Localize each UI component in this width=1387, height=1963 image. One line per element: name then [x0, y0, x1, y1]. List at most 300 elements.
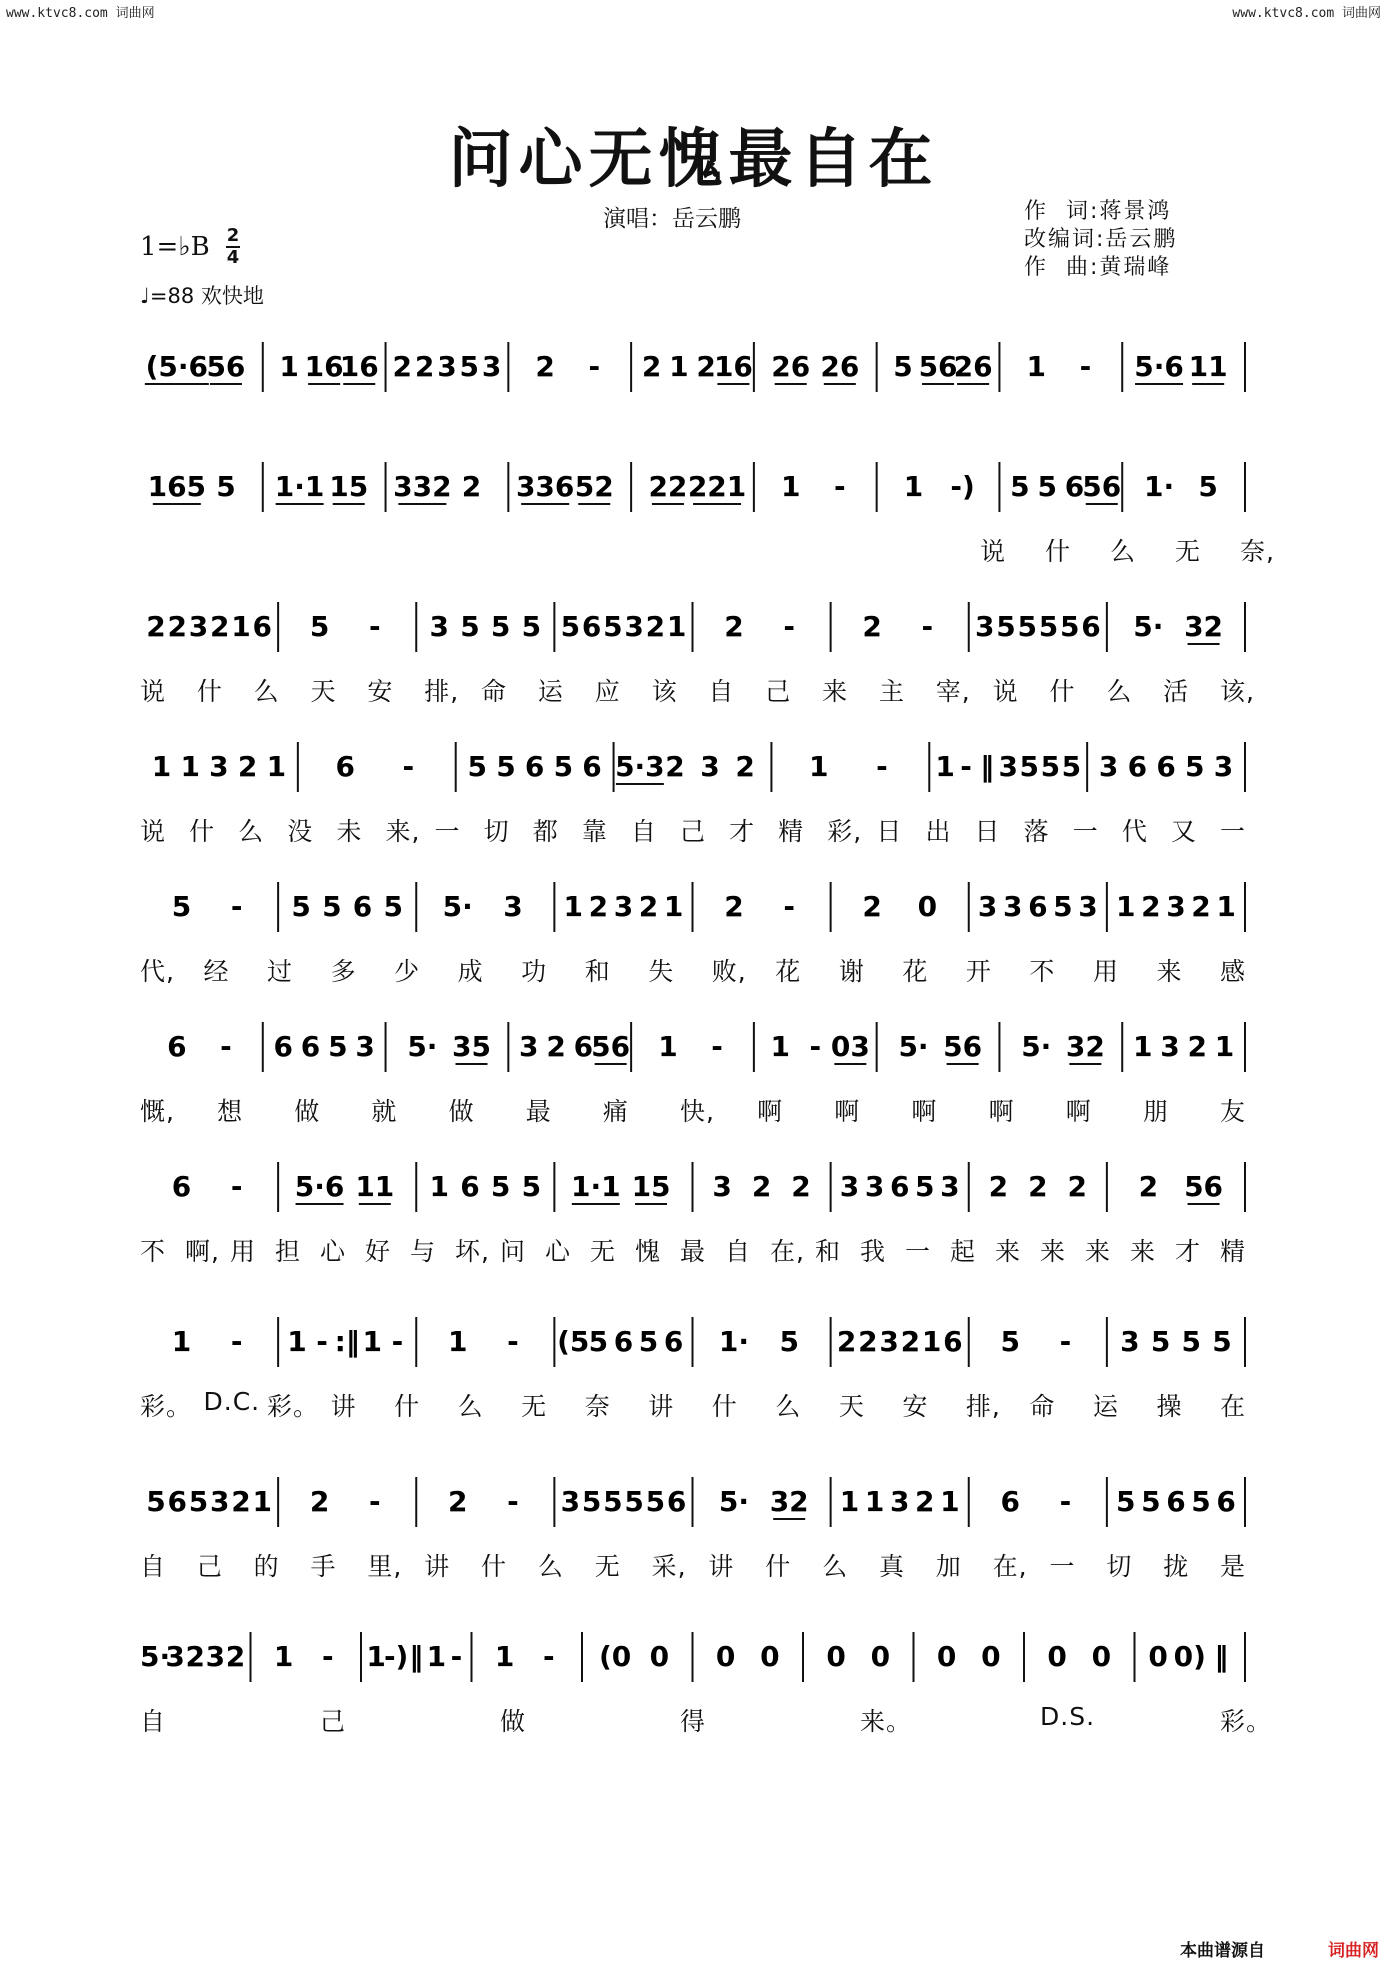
notation-svg	[140, 600, 1245, 660]
note-group: 5	[1059, 610, 1080, 643]
note-group: 5	[1019, 750, 1040, 783]
score-line	[0, 340, 1387, 460]
note-group: 3	[889, 1485, 910, 1518]
lyric-syllable: 做	[500, 1707, 527, 1736]
credits-block	[1024, 198, 1177, 282]
lyric-syllable: 又	[1170, 817, 1197, 846]
note-group: -	[230, 890, 243, 923]
note-group: 2	[461, 470, 482, 503]
note-group: 3	[1213, 750, 1234, 783]
lyric-syllable: 该,	[1220, 677, 1255, 706]
lyric-syllable: 一	[905, 1237, 932, 1266]
note-group: 35	[452, 1030, 491, 1063]
note-group: -	[783, 890, 795, 923]
lyric-syllable: 最	[680, 1237, 707, 1266]
note-group: 2	[588, 890, 609, 923]
note-group: 2	[231, 1485, 251, 1518]
lyric-syllable: 愧	[635, 1237, 662, 1266]
note-group: 5·6	[294, 1170, 345, 1203]
note-group: 5	[496, 750, 516, 783]
note-group: 6	[167, 1030, 187, 1063]
song-title: 问心无愧最自在	[448, 122, 939, 197]
note-group: 5	[1040, 750, 1061, 783]
lyric-syllable: 无	[590, 1237, 617, 1266]
note-group: 5·	[140, 1640, 171, 1673]
note-group: (0	[599, 1640, 632, 1673]
lyric-syllable: 做	[294, 1097, 321, 1126]
lyric-syllable: 无	[521, 1392, 548, 1421]
lyric-syllable: 命	[481, 677, 508, 706]
watermark-left: www.ktvc8.com 词曲网	[6, 6, 155, 21]
lyric-syllable: 什	[765, 1552, 792, 1581]
note-group: -	[543, 1640, 555, 1673]
note-group: 6	[943, 1325, 963, 1358]
note-group: 1·	[1143, 470, 1175, 503]
note-group: (5	[557, 1325, 590, 1358]
lyric-syllable: 采,	[651, 1552, 687, 1581]
lyric-syllable: 经	[203, 957, 230, 986]
lyric-syllable: 来。	[860, 1707, 913, 1736]
note-group: -	[369, 1485, 381, 1518]
note-group: 3	[503, 890, 523, 923]
note-group: 3	[481, 350, 502, 383]
note-group: 0	[917, 890, 938, 923]
lyric-syllable: 宰,	[935, 677, 971, 706]
note-group: -	[588, 350, 601, 383]
lyric-syllable: D.C.	[203, 1387, 261, 1416]
note-group: 2	[414, 350, 435, 383]
note-group: 0	[936, 1640, 957, 1673]
lyric-syllable: 天	[838, 1392, 865, 1421]
lyric-syllable: 彩。	[267, 1392, 320, 1421]
note-group: 6	[1127, 750, 1148, 783]
note-group: 2	[1187, 1030, 1207, 1063]
note-group: 5	[779, 1325, 799, 1358]
score-line	[0, 1315, 1387, 1435]
lyric-syllable: 慨,	[140, 1097, 175, 1126]
note-group: 16	[713, 350, 753, 383]
note-group: 2	[1067, 1170, 1088, 1203]
note-group: 5	[216, 470, 236, 503]
lyric-syllable: 奈	[584, 1392, 611, 1421]
note-group: 5·6	[1134, 350, 1184, 383]
lyric-syllable: 什	[189, 817, 216, 846]
lyric-syllable: 么	[537, 1552, 564, 1581]
lyric-syllable: 未	[336, 817, 363, 846]
note-group: 6	[663, 1325, 684, 1358]
note-group: 1	[770, 1030, 790, 1063]
note-group: -	[230, 1325, 243, 1358]
note-group: 5	[603, 610, 623, 643]
note-group: 2	[915, 1485, 935, 1518]
lyric-syllable: 败,	[711, 957, 747, 986]
lyric-syllable: 彩。	[1220, 1707, 1273, 1736]
score-line	[0, 1475, 1387, 1595]
note-group: 2	[1138, 1170, 1159, 1203]
note-group: 1	[447, 1325, 468, 1358]
note-group: 56	[1184, 1170, 1224, 1203]
notation-row	[140, 880, 1245, 940]
note-group: -	[507, 1325, 519, 1358]
lyric-syllable: 花	[902, 957, 929, 986]
notation-row	[140, 1315, 1245, 1375]
note-group: -	[322, 1640, 334, 1673]
lyric-syllable: 啊,	[185, 1237, 220, 1266]
note-group: 2	[535, 350, 555, 383]
note-group: 1	[366, 1640, 386, 1673]
note-group: 1	[287, 1325, 307, 1358]
note-group: 6	[352, 890, 373, 923]
lyric-syllable: 安	[902, 1392, 929, 1421]
note-group: ‖	[980, 750, 995, 783]
note-group: -	[507, 1485, 519, 1518]
note-group: 1	[494, 1640, 515, 1673]
note-group: 5	[1212, 1325, 1232, 1358]
lyric-syllable: 在,	[770, 1237, 805, 1266]
note-group: 5	[1115, 1485, 1136, 1518]
lyric-syllable: 问	[500, 1237, 527, 1266]
lyric-syllable: 功	[521, 957, 548, 986]
note-group: 3	[1166, 890, 1186, 923]
lyric-syllable: 日	[974, 817, 1001, 846]
note-group: 3	[624, 610, 644, 643]
note-group: 5	[1198, 470, 1218, 503]
lyric-syllable: 用	[230, 1237, 257, 1266]
note-group: -	[809, 1030, 822, 1063]
note-group: 5	[467, 750, 487, 783]
lyric-syllable: 拢	[1163, 1552, 1190, 1581]
note-group: 5	[1181, 1325, 1202, 1358]
note-group: 1	[266, 750, 287, 783]
note-group: 2	[645, 610, 666, 643]
note-group: 6	[1081, 610, 1101, 643]
lyric-syllable: 都	[532, 817, 559, 846]
lyric-syllable: 活	[1163, 677, 1190, 706]
note-group: 2	[392, 350, 413, 383]
note-group: 6	[1028, 890, 1048, 923]
lyric-syllable: 什	[196, 677, 223, 706]
note-group: 6	[1064, 470, 1085, 503]
lyric-syllable: 无	[1175, 537, 1202, 566]
note-group: 5	[1037, 470, 1057, 503]
note-group: 03	[830, 1030, 870, 1063]
note-group: 3	[165, 1640, 185, 1673]
note-group: 5	[328, 1030, 348, 1063]
notation-row	[140, 600, 1245, 660]
note-group: 2	[1028, 1170, 1048, 1203]
note-group: 2	[167, 610, 187, 643]
note-group: 5·	[898, 1030, 929, 1063]
note-group: 1	[1216, 890, 1236, 923]
lyric-syllable: 运	[1092, 1392, 1119, 1421]
note-group: 1	[273, 1640, 294, 1673]
lyric-syllable: 讲	[424, 1552, 451, 1581]
score-line	[0, 1160, 1387, 1280]
key-signature: 1=♭B	[140, 232, 210, 262]
note-group: 3	[700, 750, 720, 783]
note-group: 0	[715, 1640, 736, 1673]
note-group: -	[783, 610, 795, 643]
lyric-syllable: 没	[287, 817, 314, 846]
notation-svg	[140, 1475, 1245, 1535]
note-group: 32	[769, 1485, 809, 1518]
note-group: :‖	[334, 1325, 360, 1358]
notation-row	[140, 1020, 1245, 1080]
note-group: 6	[573, 1030, 594, 1063]
lyric-syllable: 失	[648, 957, 675, 986]
lyric-syllable: 心	[545, 1237, 572, 1266]
note-group: 3	[209, 1485, 230, 1518]
note-group: 3	[437, 350, 457, 383]
lyric-syllable: 该	[651, 677, 678, 706]
note-group: 3	[879, 1325, 899, 1358]
note-group: 3	[940, 1170, 960, 1203]
lyric-syllable: 代	[1121, 817, 1148, 846]
note-group: 56	[918, 350, 958, 383]
note-group: 1	[1115, 890, 1136, 923]
note-group: 0	[981, 1640, 1001, 1673]
note-group: 1	[171, 1325, 192, 1358]
note-group: 6	[167, 1485, 187, 1518]
note-group: 5·	[407, 1030, 438, 1063]
note-group: -	[402, 750, 415, 783]
note-group: 2	[665, 750, 685, 783]
lyric-syllable: 己	[196, 1552, 223, 1581]
note-group: 5	[1150, 1325, 1171, 1358]
note-group: 1	[809, 750, 829, 783]
note-group: -	[230, 1170, 243, 1203]
note-group: 5	[490, 1170, 511, 1203]
lyric-syllable: 己	[765, 677, 792, 706]
note-group: 5	[588, 1325, 609, 1358]
note-group: 5	[603, 1485, 623, 1518]
score-line	[0, 740, 1387, 860]
note-group: 5	[146, 1485, 166, 1518]
note-group: 6	[613, 1325, 634, 1358]
note-group: 1	[780, 470, 801, 503]
lyric-syllable: 日	[876, 817, 903, 846]
lyric-syllable: 在	[1220, 1392, 1247, 1421]
note-group: 5	[1061, 750, 1082, 783]
note-group: 3	[209, 750, 229, 783]
note-group: 2	[146, 610, 166, 643]
note-group: 5	[521, 610, 542, 643]
lyric-syllable: 做	[448, 1097, 475, 1126]
notation-row	[140, 340, 1245, 400]
lyric-syllable: 起	[950, 1237, 977, 1266]
note-group: 2	[447, 1485, 468, 1518]
note-group: 6	[335, 750, 355, 783]
lyricist-credit: 作 词:蒋景鸿	[1024, 199, 1172, 224]
lyric-syllable: 么	[238, 817, 265, 846]
lyric-syllable: 啊	[834, 1097, 861, 1126]
note-group: -	[316, 1325, 328, 1358]
note-group: 3	[355, 1030, 375, 1063]
note-group: 1	[362, 1325, 383, 1358]
score-line	[0, 1630, 1387, 1750]
lyric-syllable: 什	[711, 1392, 738, 1421]
notation-svg	[140, 1315, 1245, 1375]
note-group: -	[834, 470, 846, 503]
notation-svg	[140, 880, 1245, 940]
note-group: 3	[864, 1170, 885, 1203]
lyric-syllable: 与	[410, 1237, 437, 1266]
note-group: 5	[309, 610, 330, 643]
source-brand: 词曲网	[1328, 1941, 1379, 1961]
note-group: 5·	[718, 1485, 749, 1518]
composer-credit: 作 曲:黄瑞峰	[1024, 255, 1172, 280]
note-group: 5	[1191, 1485, 1211, 1518]
note-group: -	[1059, 1325, 1072, 1358]
lyric-syllable: 么	[457, 1392, 484, 1421]
lyric-syllable: 一	[1049, 1552, 1076, 1581]
note-group: 5	[291, 890, 311, 923]
note-group: 2	[225, 1640, 246, 1673]
note-group: 3	[429, 610, 450, 643]
note-group: 6	[252, 610, 272, 643]
lyric-syllable: 落	[1023, 817, 1050, 846]
score-line	[0, 600, 1387, 720]
watermark-right: www.ktvc8.com 词曲网	[1232, 6, 1381, 21]
note-group: 15	[631, 1170, 671, 1203]
notation-row	[140, 740, 1245, 800]
lyric-syllable: 感	[1220, 957, 1247, 986]
note-group: 0	[649, 1640, 670, 1673]
note-group: 1	[921, 1325, 942, 1358]
note-group: 3	[519, 1030, 539, 1063]
lyric-syllable: 谢	[838, 957, 865, 986]
lyric-syllable: 什	[394, 1392, 421, 1421]
lyric-syllable: 用	[1092, 957, 1119, 986]
note-group: 2	[546, 1030, 566, 1063]
lyric-syllable: 友	[1220, 1097, 1247, 1126]
lyric-syllable: 痛	[602, 1097, 629, 1126]
lyric-syllable: 靠	[581, 817, 608, 846]
notation-svg	[140, 1020, 1245, 1080]
note-group: 1	[180, 750, 200, 783]
source-label: 本曲谱源自	[1180, 1941, 1265, 1961]
score-line	[0, 460, 1387, 580]
lyric-syllable: 无	[594, 1552, 621, 1581]
lyric-syllable: 么	[822, 1552, 849, 1581]
note-group: 5	[645, 1485, 666, 1518]
note-group: -	[450, 1640, 463, 1673]
note-group: 5	[915, 1170, 935, 1203]
lyric-syllable: 己	[320, 1707, 347, 1736]
note-group: 3	[560, 1485, 581, 1518]
note-group: 1	[935, 750, 955, 783]
score-line	[0, 1020, 1387, 1140]
note-group: 2	[641, 350, 662, 383]
lyric-syllable: 奈,	[1240, 537, 1275, 566]
note-group: 0	[1047, 1640, 1067, 1673]
lyric-syllable: 说	[992, 677, 1019, 706]
note-group: 1	[279, 350, 299, 383]
lyric-syllable: 啊	[911, 1097, 938, 1126]
note-group: 1	[429, 1170, 450, 1203]
note-group: 3	[839, 1170, 860, 1203]
lyric-syllable: 里,	[367, 1552, 403, 1581]
note-group: 5·	[1133, 610, 1164, 643]
note-group: 1	[669, 350, 689, 383]
note-group: -	[391, 1325, 404, 1358]
note-group: ‖	[1214, 1640, 1229, 1673]
note-group: 2	[988, 1170, 1009, 1203]
note-group: 3	[1002, 890, 1023, 923]
lyric-syllable: 花	[775, 957, 802, 986]
note-group: 56	[591, 1030, 631, 1063]
note-group: -	[876, 750, 888, 783]
note-group: -	[711, 1030, 723, 1063]
note-group: 1	[1026, 350, 1047, 383]
note-group: 16	[304, 350, 344, 383]
lyric-syllable: 啊	[757, 1097, 784, 1126]
note-group: 5	[490, 610, 511, 643]
note-group: 0	[1091, 1640, 1112, 1673]
note-group: 5	[1017, 610, 1037, 643]
note-group: -	[1079, 350, 1092, 383]
lyric-syllable: 担	[275, 1237, 302, 1266]
note-group: 336	[515, 470, 575, 503]
note-group: 1	[940, 1485, 960, 1518]
note-group: 5	[1000, 1325, 1020, 1358]
note-group: 2	[309, 1485, 330, 1518]
note-group: 5	[1185, 750, 1205, 783]
lyric-syllable: 讲	[330, 1392, 357, 1421]
note-group: 2	[724, 890, 744, 923]
note-group: 26	[820, 350, 860, 383]
lyric-syllable: 心	[320, 1237, 347, 1266]
note-group: 32	[1184, 610, 1224, 643]
lyric-syllable: 彩。	[140, 1392, 193, 1421]
lyric-syllable: 就	[371, 1097, 398, 1126]
tempo-marking: ♩=88 欢快地	[140, 284, 264, 308]
lyric-syllable: 来	[1130, 1237, 1157, 1266]
note-group: 1	[658, 1030, 678, 1063]
lyric-syllable: 自	[708, 677, 735, 706]
lyric-syllable: 才	[729, 817, 756, 846]
note-group: 1·1	[571, 1170, 621, 1203]
lyric-syllable: 不	[1029, 957, 1056, 986]
notation-svg	[140, 1160, 1245, 1220]
singer-credit: 演唱：岳云鹏	[603, 206, 741, 232]
note-group: 2	[791, 1170, 811, 1203]
note-group: 56	[1082, 470, 1122, 503]
note-group: 5	[893, 350, 913, 383]
note-group: 1	[151, 750, 172, 783]
note-group: 3	[977, 890, 998, 923]
lyric-syllable: 来,	[385, 817, 421, 846]
note-group: 5	[1010, 470, 1030, 503]
note-group: 52	[574, 470, 614, 503]
lyric-syllable: 最	[525, 1097, 552, 1126]
note-group: 1	[1214, 1030, 1235, 1063]
notation-svg	[140, 460, 1245, 520]
lyric-syllable: 出	[925, 817, 952, 846]
lyric-syllable: 代,	[140, 957, 175, 986]
note-group: 1	[231, 610, 251, 643]
note-group: 32	[1065, 1030, 1105, 1063]
note-group: -	[369, 610, 381, 643]
notation-svg	[140, 340, 1245, 400]
lyric-syllable: 什	[1049, 677, 1076, 706]
note-group: 5	[581, 1485, 602, 1518]
notation-row	[140, 1630, 1245, 1690]
lyric-syllable: 啊	[1065, 1097, 1092, 1126]
lyric-syllable: 才	[1175, 1237, 1202, 1266]
notation-svg	[140, 1630, 1245, 1690]
lyric-syllable: 成	[457, 957, 484, 986]
